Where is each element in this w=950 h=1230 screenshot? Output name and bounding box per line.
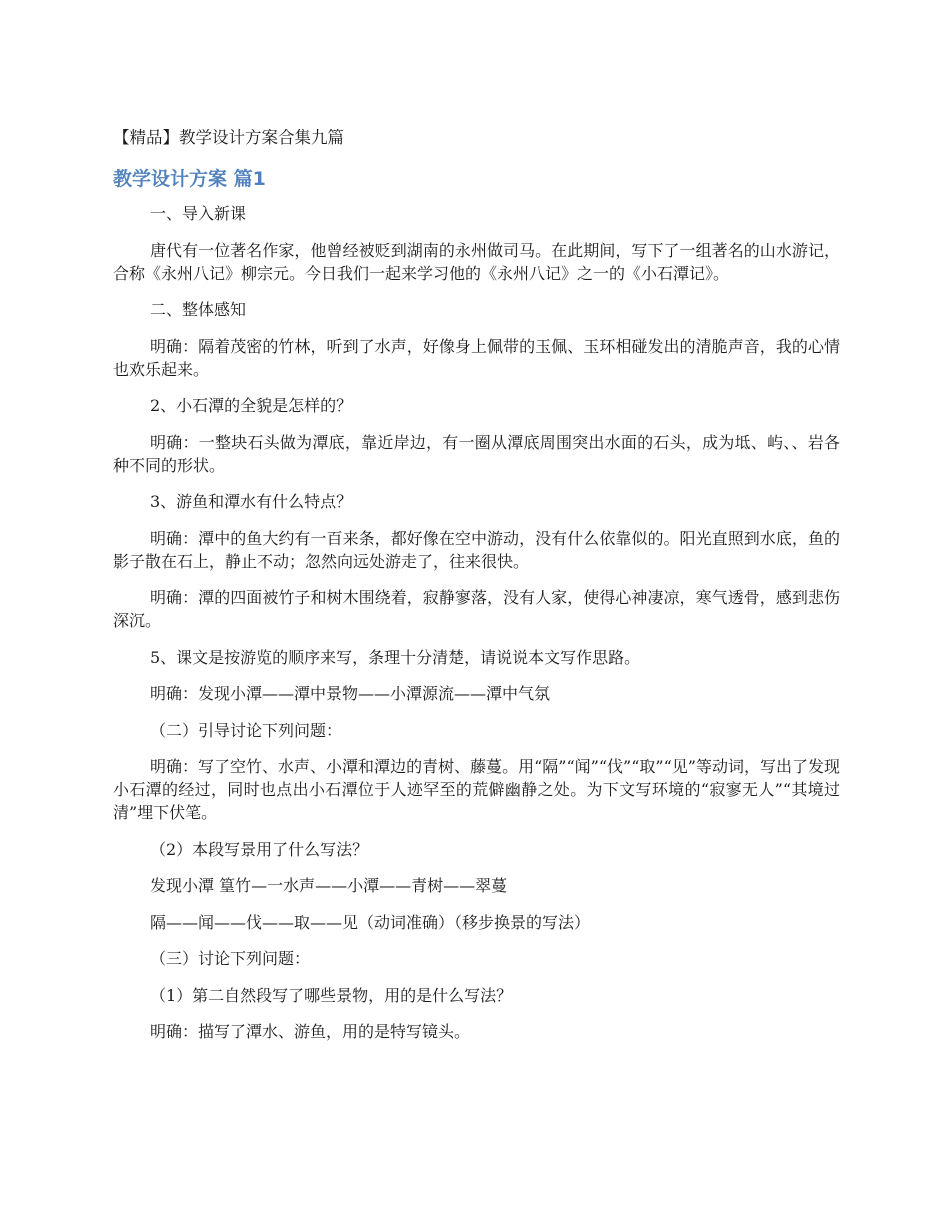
paragraph: （二）引导讨论下列问题： (150, 720, 343, 740)
paragraph: 发现小潭 篁竹—一水声——小潭——青树——翠蔓 (150, 876, 508, 895)
paragraph: （1）第二自然段写了哪些景物，用的是什么写法？ (150, 985, 513, 1005)
paragraph: 明确：描写了潭水、游鱼，用的是特写镜头。 (150, 1022, 471, 1041)
paragraph: （三）讨论下列问题： (150, 949, 311, 968)
paragraph: 明确：发现小潭——潭中景物——小潭源流——潭中气氛 (150, 684, 551, 703)
paragraph: 明确：一整块石头做为潭底，靠近岸边，有一圈从潭底周围突出水面的石头，成为坻、屿、、岩各种不同的形状。 (113, 432, 840, 475)
paragraph: 3、游鱼和潭水有什么特点？ (150, 492, 353, 511)
document-title: 【精品】教学设计方案合集九篇 (113, 128, 344, 147)
paragraph: 2、小石潭的全貌是怎样的？ (150, 396, 353, 415)
section-heading: 教学设计方案 篇1 (113, 168, 266, 190)
paragraph: 隔——闻——伐——取——见（动词准确）（移步换景的写法） (150, 912, 591, 932)
paragraph: 明确：隔着茂密的竹林，听到了水声，好像身上佩带的玉佩、玉环相碰发出的清脆声音，我的心情也欢乐起来。 (113, 336, 840, 379)
paragraph: 二、整体感知 (150, 300, 247, 319)
paragraph: （2）本段写景用了什么写法？ (150, 839, 369, 859)
paragraph: 明确：潭中的鱼大约有一百来条，都好像在空中游动，没有什么依靠似的。阳光直照到水底，鱼的影子散在石上，静止不动；忽然向远处游走了，往来很快。 (113, 528, 840, 571)
paragraph: 唐代有一位著名作家，他曾经被贬到湖南的永州做司马。在此期间，写下了一组著名的山水游记，合称《永州八记》柳宗元。今日我们一起来学习他的《永州八记》之一的《小石潭记》。 (113, 240, 840, 283)
paragraph: 明确：潭的四面被竹子和树木围绕着，寂静寥落，没有人家，使得心神凄凉，寒气透骨，感到悲伤深沉。 (113, 588, 840, 630)
document-body (113, 202, 840, 1057)
paragraph: 5、课文是按游览的顺序来写，条理十分清楚，请说说本文写作思路。 (150, 647, 641, 667)
paragraph: 明确：写了空竹、水声、小潭和潭边的青树、藤蔓。用“隔”“闻”“伐”“取”“见”等动词，写出了发现小石潭的经过，同时也点出小石潭位于人迹罕至的荒僻幽静之处。为下文写环境的“寂寥无人”“其境过清”埋下伏笔。 (113, 757, 840, 822)
paragraph: 一、导入新课 (150, 204, 247, 223)
